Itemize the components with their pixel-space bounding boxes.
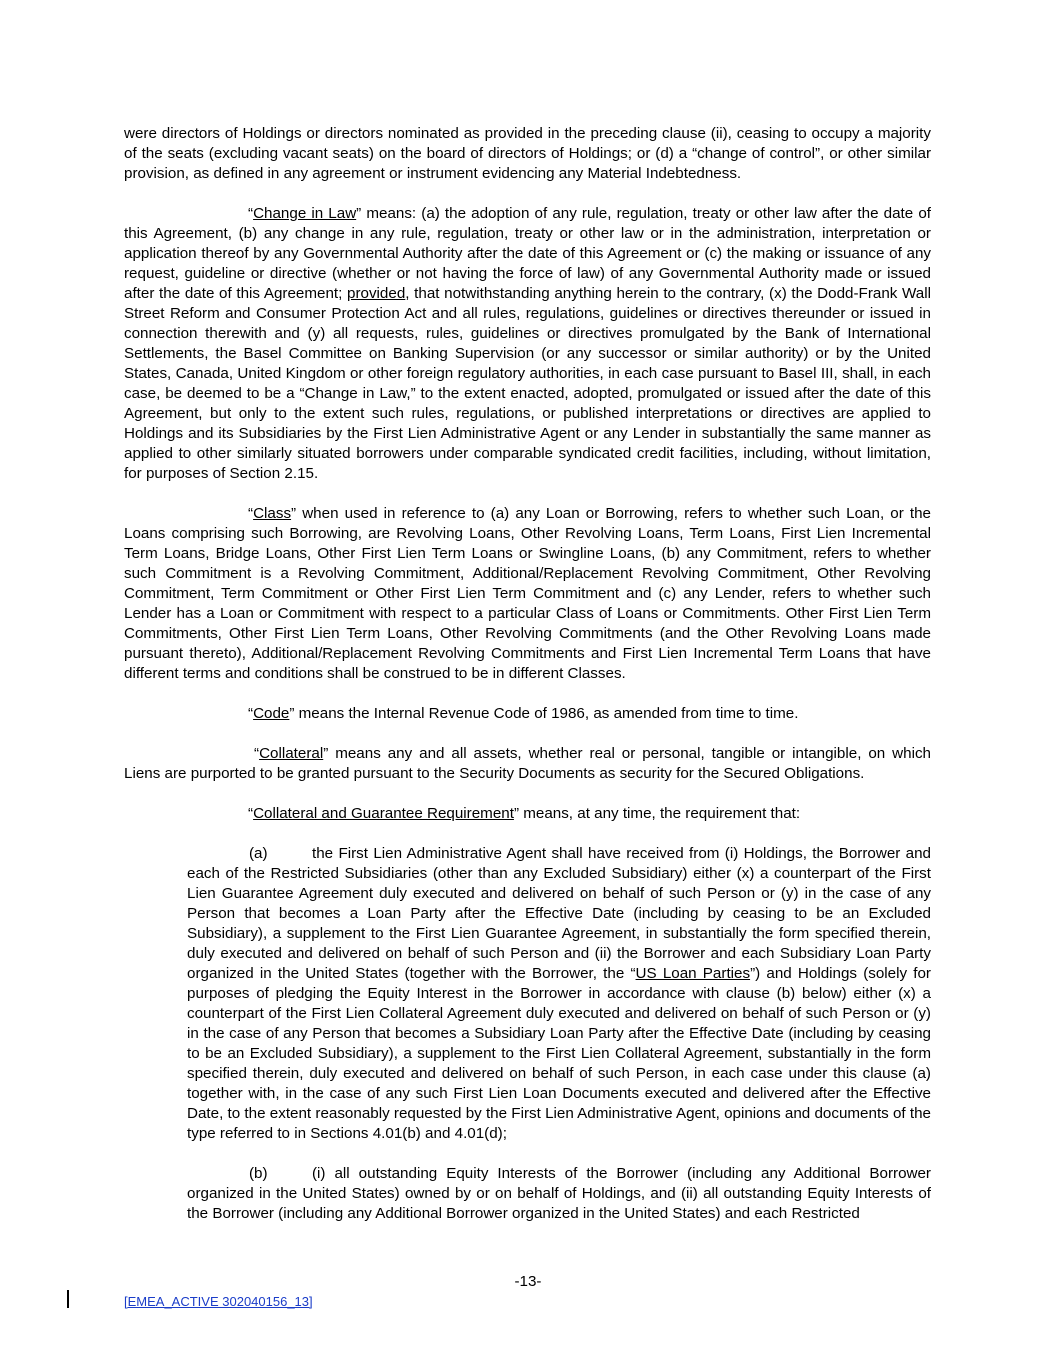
defined-term: Change in Law <box>253 205 357 222</box>
defined-term: US Loan Parties <box>635 965 751 982</box>
definition-class: “Class” when used in reference to (a) any Loan or Borrowing, refers to whether such Loan, or the Loans comprising such Borrowing, are Revolving Loans, Other Revolving Loans, Term Loans, First Lien Incremental Term Loans, Bridge Loans, Other First Lien Term Loans or Swingline Loans, (b) any Commitment, refers to whether such Commitment is a Revolving Commitment, Additional/Replacement Revolving Commitment, Other Revolving Commitment, Term Commitment or Other First Lien Term Commitment and (c) any Lender, refers to whether such Lender has a Loan or Commitment with respect to a particular Class of Loans or Commitments. Other First Lien Term Commitments, Other First Lien Term Loans, Other Revolving Commitments (and the Other Revolving Loans made pursuant thereto), Additional/Replacement Revolving Commitments and First Lien Incremental Term Loans that have different terms and conditions shall be construed to be in different Classes. <box>124 505 931 682</box>
intro-paragraph: were directors of Holdings or directors nominated as provided in the preceding clause (ii), ceasing to occupy a majority of the seats (excluding vacant seats) on the board of directors of Holdings; or (d) a “change of control”, or other similar provision, as defined in any agreement or instrument evidencing any Material Indebtedness. <box>124 125 931 182</box>
clause-label: (a) <box>249 845 268 862</box>
defined-term: Class <box>253 505 292 522</box>
provided-term: provided <box>347 285 406 302</box>
change-bar <box>67 1290 69 1308</box>
defined-term: Collateral <box>259 745 324 762</box>
defined-term: Collateral and Guarantee Requirement <box>253 805 514 822</box>
clause-a: (a) the First Lien Administrative Agent shall have received from (i) Holdings, the Borrower and each of the Restricted Subsidiaries (other than any Excluded Subsidiary) either (x) a counterpart of the First Lien Guarantee Agreement duly executed and delivered on behalf of such Person or (y) in the case of any Person that becomes a Loan Party after the Effective Date (including by ceasing to be an Excluded Subsidiary), a supplement to the First Lien Guarantee Agreement, in substantially the form specified therein, duly executed and delivered on behalf of such Person and (ii) the Borrower and each Subsidiary Loan Party organized in the United States (together with the Borrower, the “US Loan Parties”) and Holdings (solely for purposes of pledging the Equity Interest in the Borrower in accordance with clause (b) below) either (x) a counterpart of the First Lien Collateral Agreement duly executed and delivered on behalf of such Person or (y) in the case of any Person that becomes a Subsidiary Loan Party after the Effective Date (including by ceasing to be an Excluded Subsidiary), a supplement to the First Lien Collateral Agreement, substantially in the form specified therein, duly executed and delivered on behalf of such Person, in each case under this clause (a) together with, in the case of any such First Lien Loan Documents executed and delivered after the Effective Date, to the extent reasonably requested by the First Lien Administrative Agent, opinions and documents of the type referred to in Sections 4.01(b) and 4.01(d); <box>187 845 931 1142</box>
definition-code: “Code” means the Internal Revenue Code of 1986, as amended from time to time. <box>248 705 799 722</box>
clause-label: (b) <box>249 1165 268 1182</box>
defined-term: Code <box>253 705 290 722</box>
definition-collateral: “Collateral” means any and all assets, whether real or personal, tangible or intangible, on which Liens are purported to be granted pursuant to the Security Documents as security for the Secured Obligations. <box>124 745 931 782</box>
document-reference-link[interactable]: [EMEA_ACTIVE 302040156_13] <box>124 1294 313 1309</box>
definition-collateral-and-guarantee-requirement: “Collateral and Guarantee Requirement” means, at any time, the requirement that: <box>248 805 801 822</box>
definition-change-in-law: “Change in Law” means: (a) the adoption of any rule, regulation, treaty or other law after the date of this Agreement, (b) any change in any rule, regulation, treaty or other law or in the administration, interpretation or application thereof by any Governmental Authority after the date of this Agreement or (c) the making or issuance of any request, guideline or directive (whether or not having the force of law) of any Governmental Authority made or issued after the date of this Agreement; provided, that notwithstanding anything herein to the contrary, (x) the Dodd-Frank Wall Street Reform and Consumer Protection Act and all rules, regulations, guidelines or directives thereunder or issued in connection therewith and (y) all requests, rules, guidelines or directives promulgated by the Bank of International Settlements, the Basel Committee on Banking Supervision (or any successor or similar authority) or by the United States, Canada, United Kingdom or other foreign regulatory authorities, in each case pursuant to Basel III, shall, in each case, be deemed to be a “Change in Law,” to the extent enacted, adopted, promulgated or issued after the date of this Agreement, but only to the extent such rules, regulations, or published interpretations or directives are applied to Holdings and its Subsidiaries by the First Lien Administrative Agent or any Lender in substantially the same manner as applied to other similarly situated borrowers under comparable syndicated credit facilities, including, without limitation, for purposes of Section 2.15. <box>124 205 931 482</box>
clause-b: (b) (i) all outstanding Equity Interests of the Borrower (including any Additional Borrower organized in the United States) owned by or on behalf of Holdings, and (ii) all outstanding Equity Interests of the Borrower (including any Additional Borrower organized in the United States) and each Restricted <box>187 1165 931 1222</box>
document-body <box>124 124 931 1244</box>
page-number: -13- <box>514 1273 542 1290</box>
